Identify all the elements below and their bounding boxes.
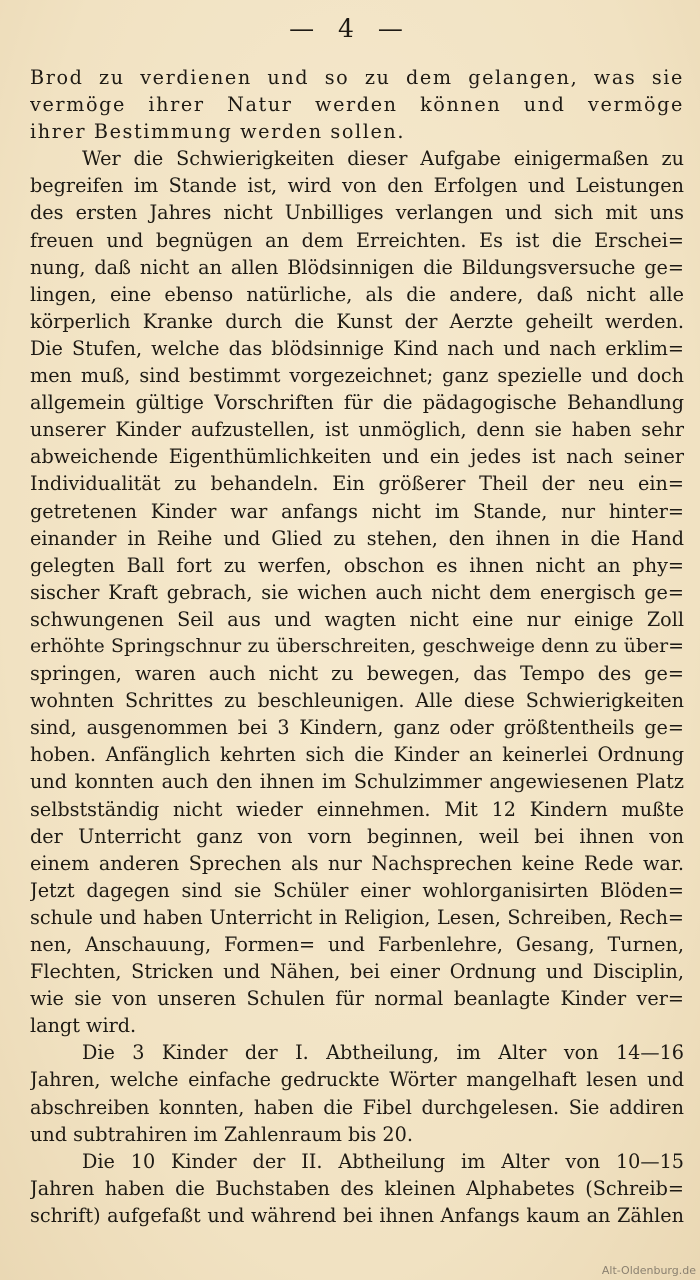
text-line: einem anderen Sprechen als nur Nachsprechen keine Rede war.	[30, 851, 684, 875]
body-text	[30, 64, 684, 1229]
text-line: getretenen Kinder war anfangs nicht im Stande, nur hinter=	[30, 499, 684, 523]
text-line: men muß, sind bestimmt vorgezeichnet; ganz spezielle und doch	[30, 364, 684, 388]
text-line: sischer Kraft gebrach, sie wichen auch nicht dem energisch ge=	[30, 580, 684, 604]
text-line: unserer Kinder aufzustellen, ist unmöglich, denn sie haben sehr	[30, 418, 684, 442]
text-line: der Unterricht ganz von vorn beginnen, weil bei ihnen von	[30, 824, 684, 848]
text-line: sind, ausgenommen bei 3 Kindern, ganz oder größtentheils ge=	[30, 716, 684, 740]
text-line: wohnten Schrittes zu beschleunigen. Alle diese Schwierigkeiten	[30, 689, 684, 713]
text-line: schrift) aufgefaßt und während bei ihnen Anfangs kaum an Zählen	[30, 1203, 684, 1227]
text-line: einander in Reihe und Glied zu stehen, den ihnen in die Hand	[30, 526, 684, 550]
text-line: und konnten auch den ihnen im Schulzimmer angewiesenen Platz	[30, 770, 684, 794]
text-line: Brod zu verdienen und so zu dem gelangen, was sie	[30, 66, 684, 89]
text-line: Jahren haben die Buchstaben des kleinen Alphabetes (Schreib=	[30, 1176, 684, 1200]
text-line: erhöhte Springschnur zu überschreiten, geschweige denn zu über=	[30, 634, 684, 657]
page-number: — 4 —	[289, 14, 411, 43]
text-line: vermöge ihrer Natur werden können und vermöge	[30, 93, 684, 117]
text-line: wie sie von unseren Schulen für normal beanlagte Kinder ver=	[30, 987, 684, 1011]
text-line: schwungenen Seil aus und wagten nicht eine nur einige Zoll	[30, 607, 684, 631]
text-line: freuen und begnügen an dem Erreichten. Es ist die Erschei=	[30, 228, 684, 252]
text-line: hoben. Anfänglich kehrten sich die Kinder an keinerlei Ordnung	[30, 743, 684, 767]
text-line: ihrer Bestimmung werden sollen.	[30, 120, 406, 144]
text-line: selbstständig nicht wieder einnehmen. Mit 12 Kindern mußte	[30, 797, 684, 821]
text-line: gelegten Ball fort zu werfen, obschon es ihnen nicht an phy=	[30, 553, 684, 577]
text-line: Flechten, Stricken und Nähen, bei einer Ordnung und Disciplin,	[30, 960, 684, 984]
text-line: Die 10 Kinder der II. Abtheilung im Alter von 10—15	[82, 1149, 684, 1173]
text-line: körperlich Kranke durch die Kunst der Aerzte geheilt werden.	[30, 309, 684, 333]
text-line: abweichende Eigenthümlichkeiten und ein jedes ist nach seiner	[30, 445, 684, 469]
text-line: und subtrahiren im Zahlenraum bis 20.	[30, 1122, 413, 1146]
text-line: springen, waren auch nicht zu bewegen, das Tempo des ge=	[30, 662, 684, 686]
text-line: Die 3 Kinder der I. Abtheilung, im Alter von 14—16	[82, 1041, 684, 1065]
text-line: Jetzt dagegen sind sie Schüler einer wohlorganisirten Blöden=	[30, 878, 684, 902]
text-line: Die Stufen, welche das blödsinnige Kind nach und nach erklim=	[30, 336, 684, 360]
text-line: langt wird.	[30, 1014, 137, 1038]
text-line: nen, Anschauung, Formen= und Farbenlehre, Gesang, Turnen,	[30, 933, 684, 956]
text-line: Wer die Schwierigkeiten dieser Aufgabe einigermaßen zu	[82, 147, 684, 171]
text-line: lingen, eine ebenso natürliche, als die andere, daß nicht alle	[30, 282, 684, 306]
text-line: Individualität zu behandeln. Ein größerer Theil der neu ein=	[30, 472, 684, 496]
text-line: schule und haben Unterricht in Religion, Lesen, Schreiben, Rech=	[30, 905, 684, 929]
text-line: des ersten Jahres nicht Unbilliges verlangen und sich mit uns	[30, 201, 684, 225]
text-line: begreifen im Stande ist, wird von den Erfolgen und Leistungen	[30, 174, 684, 198]
text-line: nung, daß nicht an allen Blödsinnigen die Bildungsversuche ge=	[30, 255, 684, 279]
text-line: Jahren, welche einfache gedruckte Wörter mangelhaft lesen und	[30, 1068, 684, 1092]
text-line: allgemein gültige Vorschriften für die pädagogische Behandlung	[30, 391, 684, 415]
text-line: abschreiben konnten, haben die Fibel durchgelesen. Sie addiren	[30, 1095, 684, 1119]
watermark: Alt-Oldenburg.de	[601, 1264, 696, 1277]
